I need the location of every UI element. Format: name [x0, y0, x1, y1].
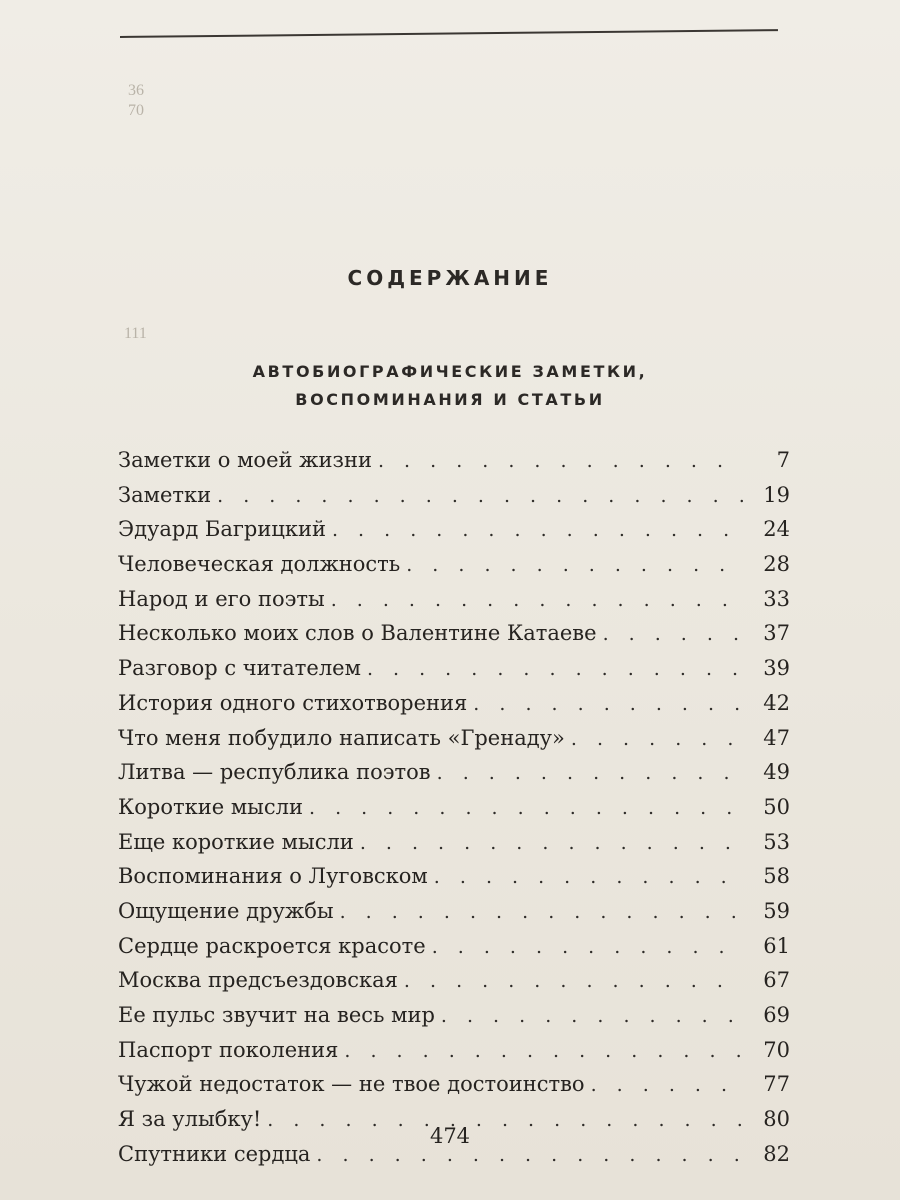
dot-leader [332, 513, 744, 548]
dot-leader [434, 860, 744, 895]
toc-entry [118, 721, 790, 756]
faint-mark: 36 [128, 82, 144, 99]
contents-heading: СОДЕРЖАНИЕ [347, 266, 553, 290]
toc-entry-page: 42 [763, 690, 790, 715]
toc-entry-page: 33 [763, 586, 790, 611]
dot-leader [437, 756, 744, 791]
faint-mark: 111 [124, 325, 147, 342]
toc-entry-title: Несколько моих слов о Валентине Катаеве [118, 621, 597, 646]
toc-entry-title: Ее пульс звучит на весь мир [118, 1003, 435, 1027]
toc-entry-page: 69 [763, 1003, 790, 1027]
table-of-contents [118, 443, 790, 1171]
toc-entry-title: Короткие мысли [118, 794, 303, 819]
toc-entry-page: 37 [763, 621, 790, 646]
toc-entry-page: 70 [763, 1037, 790, 1062]
dot-leader [441, 999, 744, 1034]
dot-leader [331, 583, 744, 618]
toc-entry [118, 616, 790, 651]
section-title [0, 358, 900, 414]
dot-leader [217, 479, 744, 514]
toc-entry-page: 58 [763, 864, 790, 889]
toc-entry-title: Народ и его поэты [118, 586, 325, 611]
toc-entry [118, 963, 790, 998]
toc-entry-page: 7 [776, 448, 790, 472]
toc-entry-title: Что меня побудило написать «Гренаду» [118, 725, 565, 750]
toc-entry-title: Еще короткие мысли [118, 829, 354, 854]
toc-entry [118, 755, 790, 790]
toc-entry-title: Литва — республика поэтов [118, 760, 431, 785]
toc-entry [118, 825, 790, 860]
dot-leader [432, 930, 744, 965]
toc-entry-title: Заметки [118, 482, 212, 507]
toc-entry-title: Разговор с читателем [118, 656, 361, 681]
top-rule [120, 29, 778, 38]
toc-entry-title: Чужой недостаток — не твое достоинство [118, 1072, 585, 1097]
dot-leader [406, 548, 744, 583]
toc-entry [118, 929, 790, 964]
faint-mark: 70 [128, 102, 144, 119]
toc-entry-title: Сердце раскроется красоте [118, 933, 426, 958]
toc-entry-page: 59 [763, 898, 790, 923]
toc-entry-page: 77 [763, 1072, 790, 1097]
toc-entry-page: 47 [763, 725, 790, 750]
toc-entry-page: 82 [763, 1141, 790, 1166]
toc-entry-page: 24 [763, 517, 790, 542]
toc-entry [118, 651, 790, 686]
toc-entry-page: 39 [763, 656, 790, 681]
dot-leader [340, 895, 744, 930]
toc-entry-page: 19 [763, 482, 790, 507]
dot-leader [344, 1034, 744, 1069]
toc-entry-title: История одного стихотворения [118, 690, 468, 715]
dot-leader [404, 964, 744, 999]
dot-leader [309, 791, 744, 826]
toc-entry-page: 61 [763, 933, 790, 958]
toc-entry [118, 998, 790, 1033]
toc-entry-title: Эдуард Багрицкий [118, 517, 326, 542]
toc-entry-title: Я за улыбку! [118, 1107, 262, 1132]
toc-entry-page: 67 [763, 968, 790, 993]
toc-entry-page: 80 [763, 1107, 790, 1132]
dot-leader [367, 652, 744, 687]
toc-entry [118, 686, 790, 721]
dot-leader [378, 444, 744, 479]
dot-leader [591, 1068, 744, 1103]
toc-entry [118, 1067, 790, 1102]
toc-entry-page: 53 [763, 829, 790, 854]
dot-leader [473, 687, 744, 722]
toc-entry-title: Москва предсъездовская [118, 968, 398, 993]
toc-entry [118, 859, 790, 894]
toc-entry-title: Человеческая должность [118, 552, 401, 577]
toc-entry [118, 1033, 790, 1068]
toc-entry [118, 547, 790, 582]
dot-leader [603, 617, 744, 652]
toc-entry [118, 790, 790, 825]
toc-entry-page: 50 [763, 794, 790, 819]
section-title-line: ВОСПОМИНАНИЯ И СТАТЬИ [295, 390, 605, 409]
toc-entry-title: Заметки о моей жизни [118, 448, 372, 472]
toc-entry-page: 49 [763, 760, 790, 785]
toc-entry-title: Ощущение дружбы [118, 898, 334, 923]
dot-leader [571, 722, 744, 757]
toc-entry-title: Воспоминания о Луговском [118, 864, 428, 889]
dot-leader [360, 826, 744, 861]
section-title-line: АВТОБИОГРАФИЧЕСКИЕ ЗАМЕТКИ, [252, 362, 648, 381]
toc-entry [118, 512, 790, 547]
toc-entry-title: Паспорт поколения [118, 1037, 339, 1062]
toc-entry [118, 478, 790, 513]
toc-entry-page: 28 [763, 552, 790, 577]
page-number: 474 [429, 1124, 471, 1148]
toc-entry [118, 894, 790, 929]
toc-entry-title: Спутники сердца [118, 1141, 311, 1166]
toc-entry [118, 582, 790, 617]
toc-entry [118, 443, 790, 478]
